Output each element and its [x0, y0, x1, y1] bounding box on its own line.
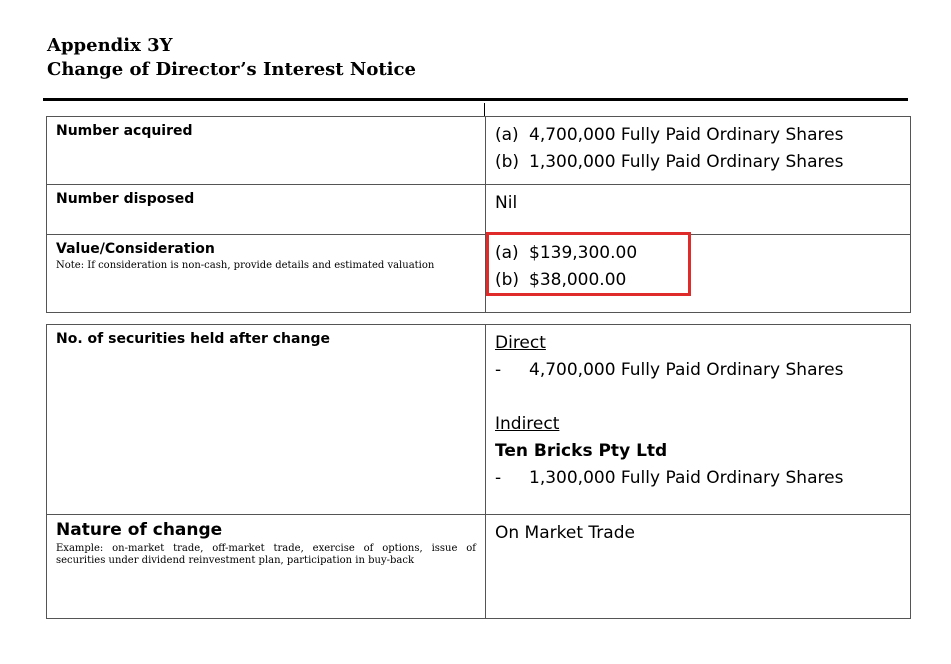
column-tick — [484, 103, 485, 117]
row-number-acquired — [47, 117, 911, 185]
value-consideration-label: Value/Consideration — [56, 241, 215, 257]
appendix-title: Appendix 3Y — [47, 35, 173, 56]
indirect-holder-name: Ten Bricks Pty Ltd — [495, 441, 668, 461]
nature-of-change-label: Nature of change — [56, 520, 223, 540]
acquired-item-b: (b) 1,300,000 Fully Paid Ordinary Shares — [495, 152, 844, 172]
transaction-table — [46, 116, 911, 313]
holdings-table — [46, 324, 911, 619]
row-nature-of-change — [47, 515, 911, 619]
indirect-holding: - 1,300,000 Fully Paid Ordinary Shares — [495, 468, 844, 488]
securities-held-label: No. of securities held after change — [56, 331, 330, 347]
direct-holding: - 4,700,000 Fully Paid Ordinary Shares — [495, 360, 844, 380]
indirect-heading: Indirect — [495, 414, 560, 434]
value-consideration-note: Note: If consideration is non-cash, provide details and estimated valuation — [56, 260, 435, 271]
direct-heading: Direct — [495, 333, 546, 353]
notice-title: Change of Director’s Interest Notice — [47, 59, 416, 80]
row-value-consideration — [47, 235, 911, 313]
header-rule — [43, 98, 908, 101]
consideration-item-a: (a) $139,300.00 — [495, 243, 638, 263]
row-number-disposed — [47, 185, 911, 235]
consideration-item-b: (b) $38,000.00 — [495, 270, 627, 290]
number-disposed-label: Number disposed — [56, 191, 195, 207]
nature-of-change-value: On Market Trade — [495, 523, 635, 543]
document-header — [47, 34, 416, 82]
acquired-item-a: (a) 4,700,000 Fully Paid Ordinary Shares — [495, 125, 844, 145]
row-securities-held — [47, 325, 911, 515]
nature-of-change-note: Example: on-market trade, off-market trade, exercise of options, issue of securities under dividend reinvestment plan, participation in buy-back — [56, 543, 476, 566]
number-acquired-label: Number acquired — [56, 123, 193, 139]
number-disposed-value: Nil — [495, 193, 518, 213]
